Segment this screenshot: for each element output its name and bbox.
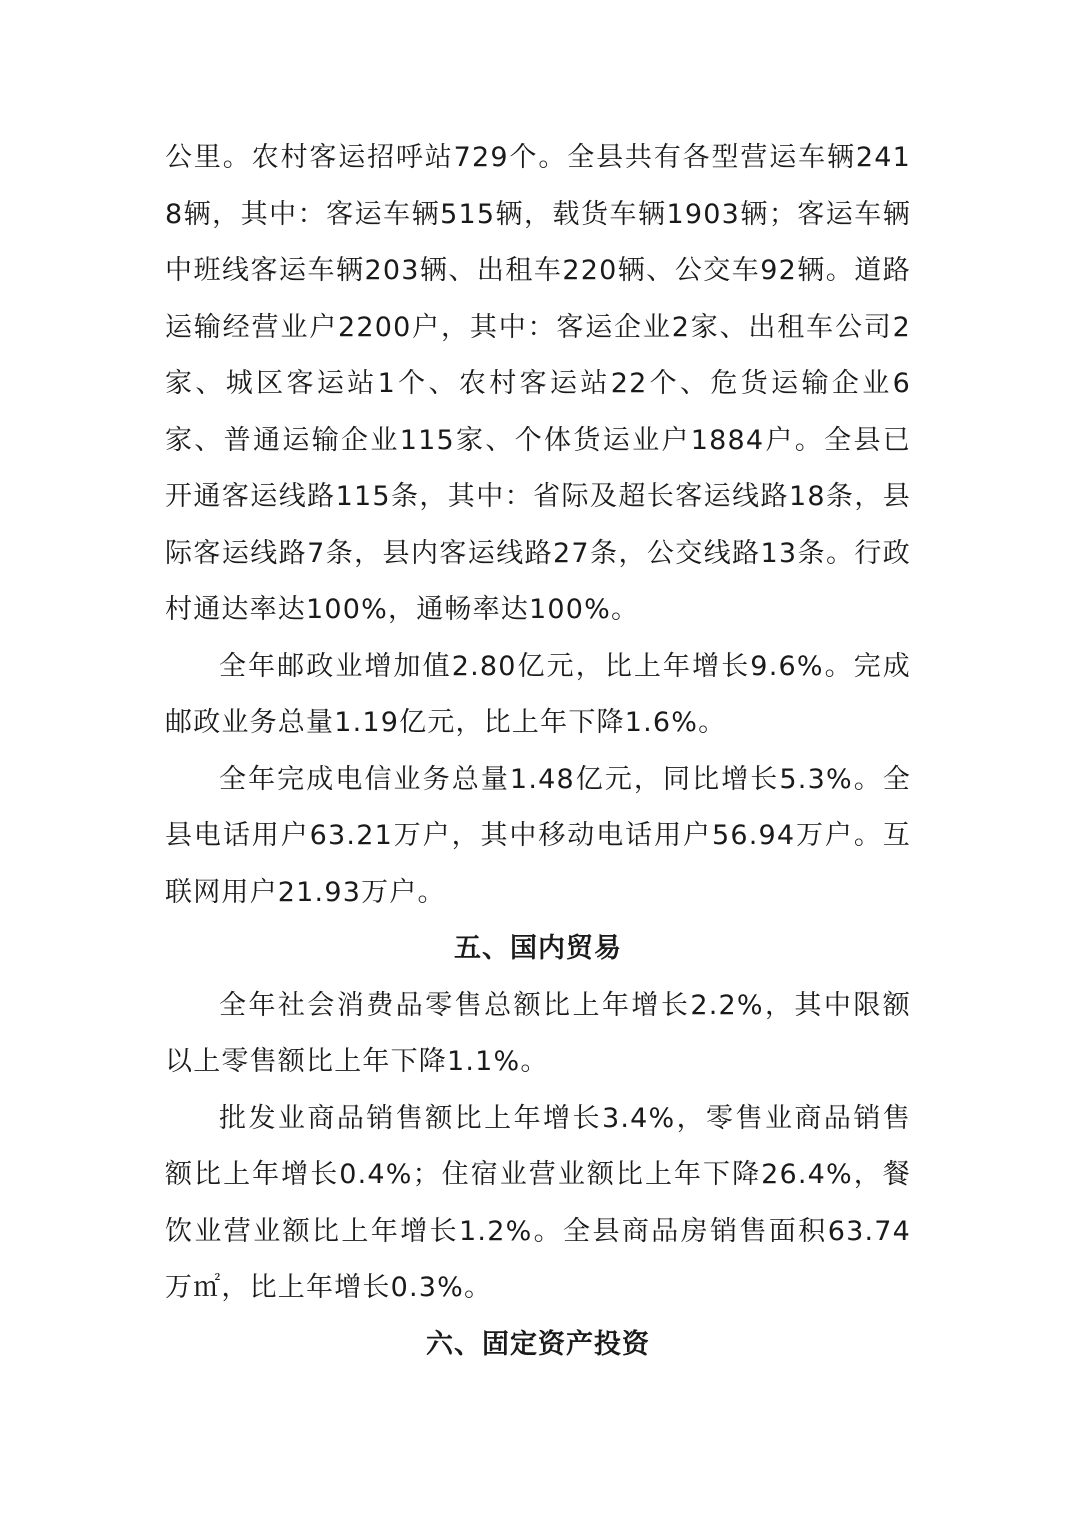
postal-paragraph: 全年邮政业增加值2.80亿元，比上年增长9.6%。完成邮政业务总量1.19亿元，比上年下降1.6%。 <box>165 650 911 738</box>
document-page <box>165 130 911 1373</box>
trade-section-heading: 五、国内贸易 <box>454 933 622 964</box>
investment-section-heading: 六、固定资产投资 <box>426 1328 650 1360</box>
retail-paragraph: 全年社会消费品零售总额比上年增长2.2%，其中限额以上零售额比上年下降1.1%。 <box>165 989 911 1077</box>
transport-paragraph: 公里。农村客运招呼站729个。全县共有各型营运车辆2418辆，其中：客运车辆515辆，载货车辆1903辆；客运车辆中班线客运车辆203辆、出租车220辆、公交车92辆。道路运输经营业户2200户，其中：客运企业2家、出租车公司2家、城区客运站1个、农村客运站22个、危货运输企业6家、普通运输企业115家、个体货运业户1884户。全县已开通客运线路115条，其中：省际及超长客运线路18条，县际客运线路7条，县内客运线路27条，公交线路13条。行政村通达率达100%，通畅率达100%。 <box>165 142 911 625</box>
wholesale-paragraph: 批发业商品销售额比上年增长3.4%，零售业商品销售额比上年增长0.4%；住宿业营业额比上年下降26.4%，餐饮业营业额比上年增长1.2%。全县商品房销售面积63.74万㎡，比上年增长0.3%。 <box>165 1102 911 1303</box>
telecom-paragraph: 全年完成电信业务总量1.48亿元，同比增长5.3%。全县电话用户63.21万户，其中移动电话用户56.94万户。互联网用户21.93万户。 <box>165 763 911 908</box>
